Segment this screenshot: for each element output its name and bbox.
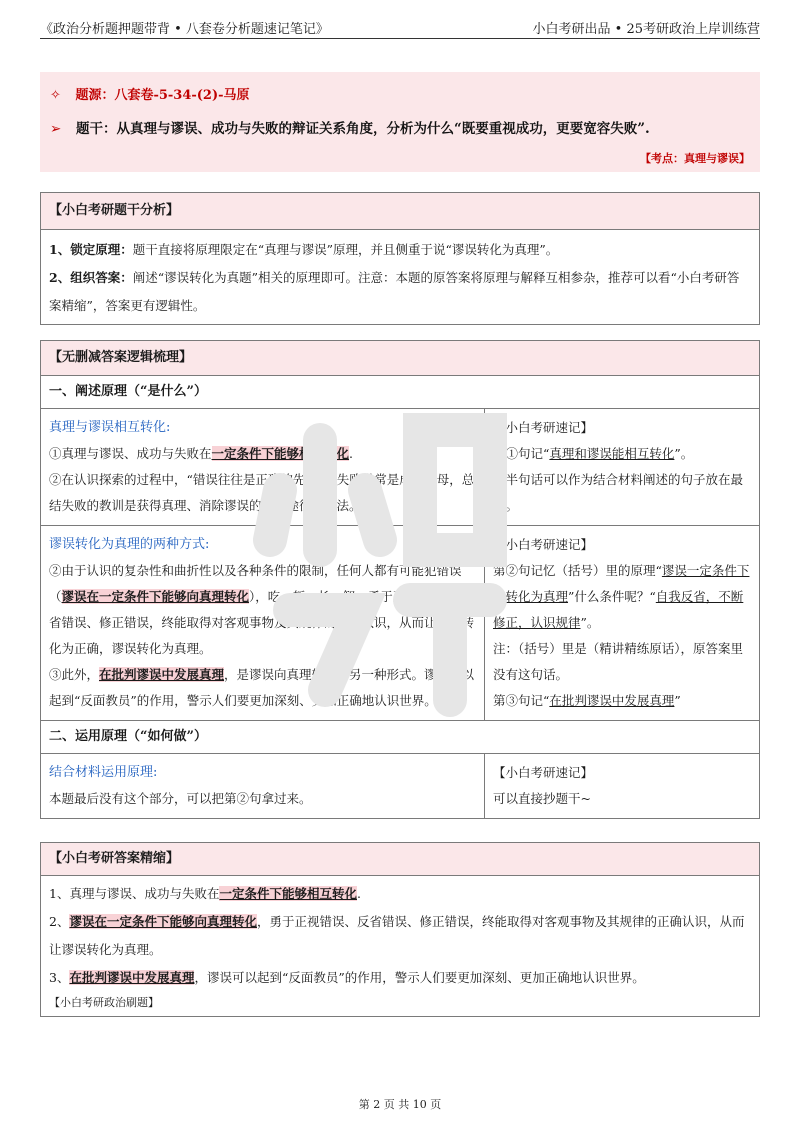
- summary-line-1-highlight: 一定条件下能够相互转化: [219, 886, 357, 901]
- analysis-point-1-text: 题干直接将原理限定在“真理与谬误”原理，并且侧重于说“谬误转化为真理”。: [132, 242, 559, 257]
- logic-row-3-note: [485, 754, 759, 818]
- source-line: [50, 84, 250, 103]
- analysis-point-2-text: 阐述“谬误转化为真题”相关的原理即可。注意：本题的原答案将原理与解释互相参杂，推荐可以看“小白考研答案精缩”，答案更有逻辑性。: [49, 270, 740, 313]
- row-2-note-a: [493, 558, 751, 636]
- row-2-note-a-pre: 第②句记忆（括号）里的原理“: [493, 563, 662, 578]
- row-2-note-c-post: ”: [674, 693, 681, 708]
- question-stem: [50, 117, 650, 137]
- row-1-note-a-pre: 第①句记“: [493, 446, 550, 461]
- row-2-note-c-pre: 第③句记“: [493, 693, 550, 708]
- header-right-title: 小白考研出品 • 25考研政治上岸训练营: [532, 22, 760, 37]
- header-left-title: 《政治分析题押题带背 • 八套卷分析题速记笔记》: [40, 22, 329, 37]
- analysis-point-1: [41, 236, 759, 264]
- diamond-bullet-icon: ✧: [50, 88, 61, 103]
- analysis-point-1-label: 1、锁定原理：: [49, 242, 133, 257]
- row-2-note-c: [493, 688, 751, 714]
- row-2-point-a-post: ），吃一堑、长一智，勇于正视错误、反省错误、修正错误，终能取得对客观事物及其规律的正确认识，从而让错误转化为正确，谬误转化为真理。: [49, 589, 475, 656]
- summary-line-2: [41, 908, 759, 964]
- logic-row-1-note: [485, 409, 759, 525]
- stem-text: 题干：从真理与谬误、成功与失败的辩证关系角度，分析为什么“既要重视成功，更要宽容失败”.: [76, 121, 650, 137]
- source-label: 题源：八套卷-5-34-(2)-马原: [75, 88, 250, 103]
- row-2-note-title: 【小白考研速记】: [493, 537, 594, 552]
- row-2-note-a-mid: ”什么条件呢？“: [568, 589, 656, 604]
- analysis-point-2-label: 2、组织答案：: [49, 270, 133, 285]
- row-1-point-b: ②在认识探索的过程中，“错误往往是正确的先导”，失败常常是成功之母，总结失败的教训是获得真理、消除谬误的重要途径和方法。: [49, 472, 475, 513]
- row-2-point-a-highlight: 谬误在一定条件下能够向真理转化: [61, 589, 250, 604]
- row-2-heading: 谬误转化为真理的两种方式:: [49, 537, 210, 552]
- logic-row-1: [41, 408, 759, 525]
- row-1-note-b: 后半句话可以作为结合材料阐述的句子放在最后。: [493, 472, 744, 513]
- row-1-note-title: 【小白考研速记】: [493, 420, 594, 435]
- analysis-point-2: [41, 264, 759, 320]
- logic-row-3-answer: [41, 754, 485, 818]
- logic-row-2-answer: [41, 526, 485, 720]
- row-3-note-a: 可以直接抄题干~: [493, 791, 591, 806]
- summary-line-3-pre: 3、: [49, 970, 70, 985]
- answer-logic-box: [40, 340, 760, 819]
- page-number-footer: 第 2 页 共 10 页: [358, 1098, 442, 1111]
- row-3-point-a: 本题最后没有这个部分，可以把第②句拿过来。: [49, 791, 312, 806]
- stem-analysis-title: 【小白考研题干分析】: [41, 193, 759, 230]
- logic-row-2-note: [485, 526, 759, 720]
- row-2-note-c-underline: 在批判谬误中发展真理: [549, 693, 675, 708]
- logic-row-3: [41, 753, 759, 818]
- summary-line-3-highlight: 在批判谬误中发展真理: [69, 970, 195, 985]
- section-heading-what: 一、阐述原理（“是什么”）: [49, 384, 207, 399]
- row-2-point-b: [49, 662, 476, 714]
- summary-line-1-post: .: [356, 886, 361, 901]
- row-2-point-b-post: ，是谬误向真理转化的另一种形式。谬误可以起到“反面教员”的作用，警示人们要更加深刻、更加正确地认识世界。: [49, 667, 475, 708]
- arrow-bullet-icon: ➢: [50, 121, 62, 137]
- answer-summary-box: [40, 842, 760, 1017]
- stem-analysis-box: [40, 192, 760, 325]
- row-2-note-a-underline-2: 自我反省，不断修正，认识规律: [493, 589, 744, 630]
- row-2-point-b-highlight: 在批判谬误中发展真理: [99, 667, 225, 682]
- summary-line-2-pre: 2、: [49, 914, 70, 929]
- logic-row-2: [41, 525, 759, 720]
- summary-tag: 【小白考研政治刷题】: [49, 996, 159, 1009]
- summary-line-3: [41, 964, 759, 992]
- section-heading-how: 二、运用原理（“如何做”）: [41, 720, 759, 753]
- row-2-note-a-post: ”。: [580, 615, 600, 630]
- summary-line-1: [41, 880, 759, 908]
- question-source-box: [40, 72, 760, 172]
- row-1-note-a: [493, 441, 751, 467]
- header-divider: [40, 38, 760, 39]
- row-1-note-a-post: ”。: [674, 446, 694, 461]
- page-header: [40, 14, 760, 38]
- summary-line-2-post: ，勇于正视错误、反省错误、修正错误，终能取得对客观事物及其规律的正确认识，从而让谬误转化为真理。: [49, 914, 745, 957]
- row-1-point-a-highlight: 一定条件下能够相互转化: [211, 446, 350, 461]
- row-2-note-b: 注：（括号）里是（精讲精练原话），原答案里没有这句话。: [493, 641, 744, 682]
- row-1-point-a: [49, 441, 476, 467]
- answer-logic-title: 【无删减答案逻辑梳理】: [41, 341, 759, 376]
- exam-point-tag: 【考点：真理与谬误】: [640, 152, 750, 165]
- summary-line-2-highlight: 谬误在一定条件下能够向真理转化: [69, 914, 257, 929]
- row-1-note-a-underline: 真理和谬误能相互转化: [549, 446, 675, 461]
- row-2-point-a: [49, 558, 476, 662]
- row-1-heading: 真理与谬误相互转化:: [49, 420, 171, 435]
- summary-line-3-post: ，谬误可以起到“反面教员”的作用，警示人们要更加深刻、更加正确地认识世界。: [194, 970, 645, 985]
- summary-line-1-pre: 1、真理与谬误、成功与失败在: [49, 886, 220, 901]
- row-2-point-b-pre: ③此外，: [49, 667, 100, 682]
- answer-summary-title: 【小白考研答案精缩】: [41, 843, 759, 876]
- row-3-heading: 结合材料运用原理:: [49, 765, 158, 780]
- row-1-point-a-post: .: [349, 446, 354, 461]
- row-2-point-a-pre: ②由于认识的复杂性和曲折性以及各种条件的限制，任何人都有可能犯错误（: [49, 563, 462, 604]
- logic-row-1-answer: [41, 409, 485, 525]
- row-1-point-a-pre: ①真理与谬误、成功与失败在: [49, 446, 212, 461]
- row-3-note-title: 【小白考研速记】: [493, 765, 594, 780]
- row-2-note-a-underline: 谬误一定条件下能转化为真理: [493, 563, 750, 604]
